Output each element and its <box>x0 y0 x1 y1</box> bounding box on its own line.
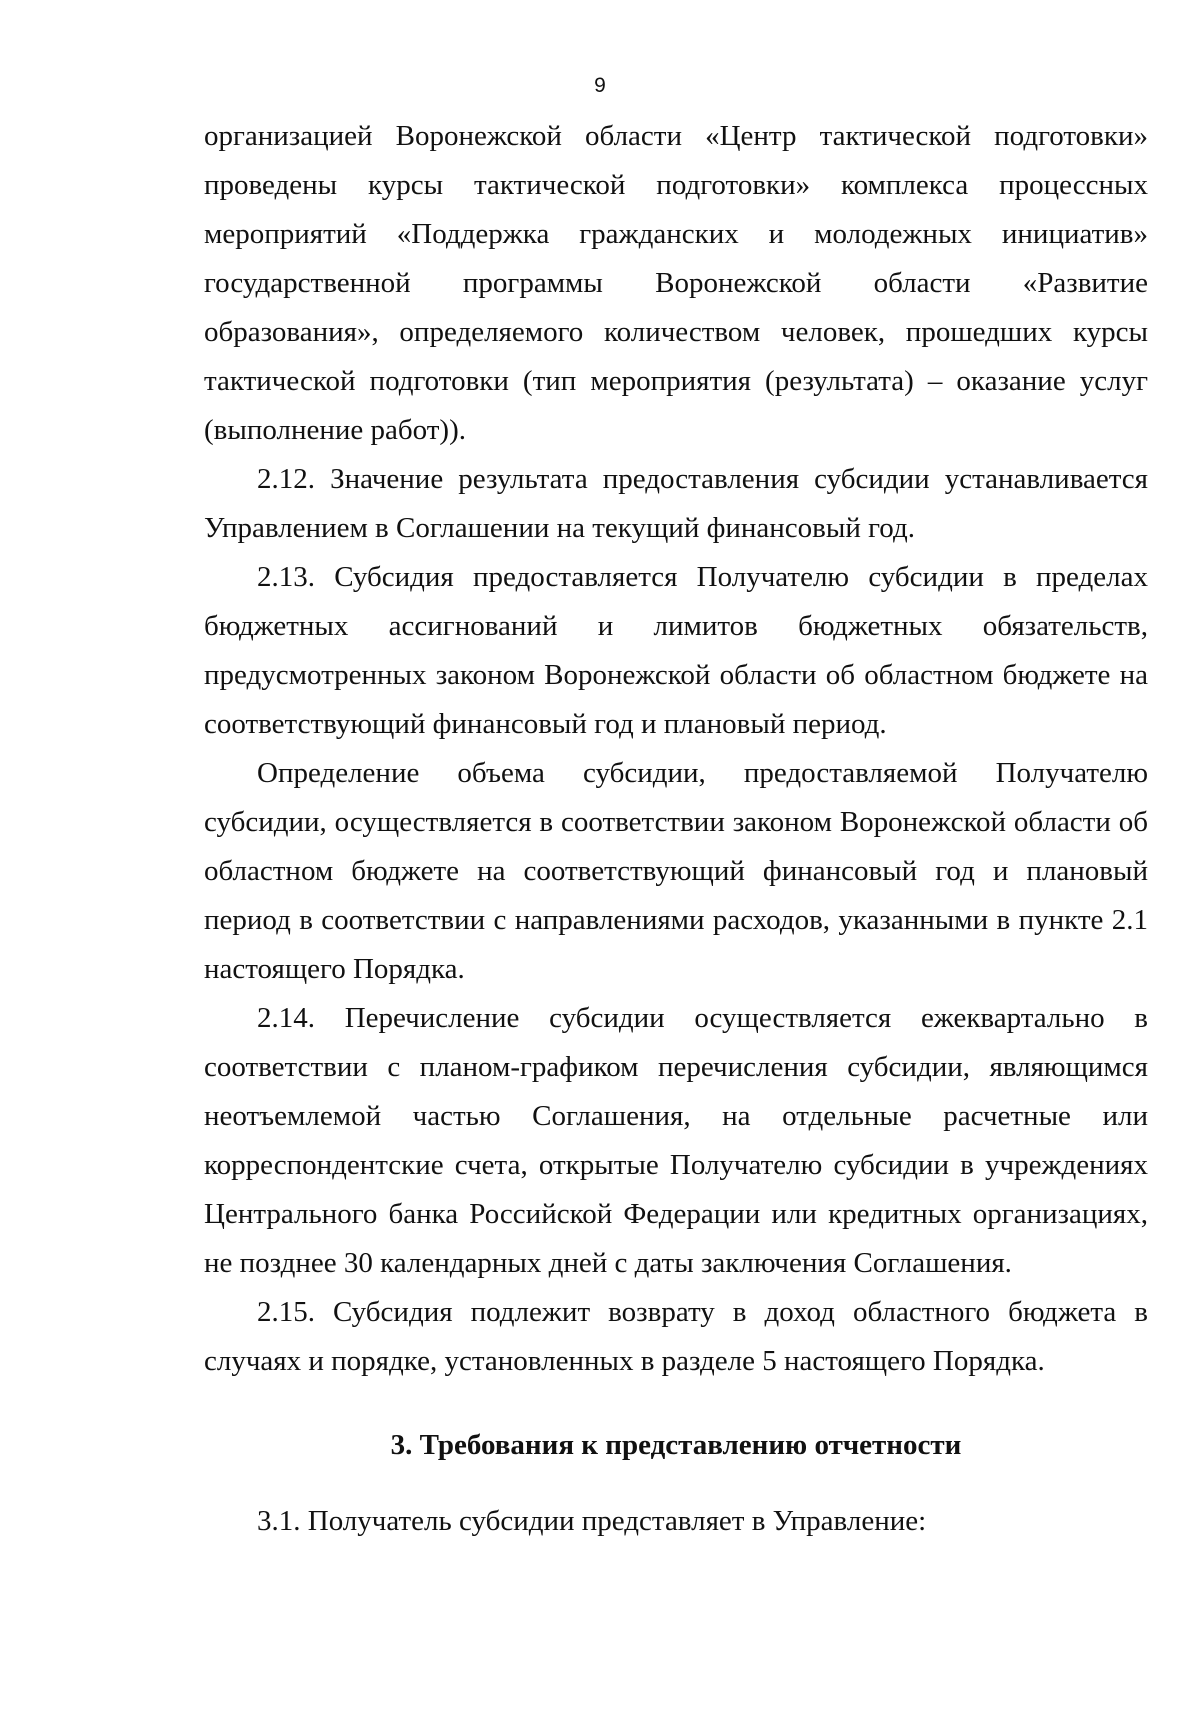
paragraph-2-14: 2.14. Перечисление субсидии осуществляется ежеквартально в соответствии с планом-графиком перечисления субсидии, являющимся неотъемлемой частью Соглашения, на отдельные расчетные или корреспондентские счета, открытые Получателю субсидии в учреждениях Центрального банка Российской Федерации или кредитных организациях, не позднее 30 календарных дней с даты заключения Соглашения. <box>204 1002 1148 1279</box>
page-number: 9 <box>594 74 606 97</box>
paragraph-continuation: организацией Воронежской области «Центр тактической подготовки» проведены курсы тактической подготовки» комплекса процессных мероприятий «Поддержка гражданских и молодежных инициатив» государственной программы Воронежской области «Развитие образования», определяемого количеством человек, прошедших курсы тактической подготовки (тип мероприятия (результата) – оказание услуг (выполнение работ)). <box>204 120 1148 446</box>
section-heading: 3. Требования к представлению отчетности <box>390 1429 962 1461</box>
paragraph-subsidy-volume: Определение объема субсидии, предоставляемой Получателю субсидии, осуществляется в соответствии законом Воронежской области об областном бюджете на соответствующий финансовый год и плановый период в соответствии с направлениями расходов, указанными в пункте 2.1 настоящего Порядка. <box>204 757 1148 985</box>
paragraph-2-12: 2.12. Значение результата предоставления субсидии устанавливается Управлением в Соглашении на текущий финансовый год. <box>204 463 1148 544</box>
document-body <box>204 112 1148 1546</box>
paragraph-3-1: 3.1. Получатель субсидии представляет в Управление: <box>257 1505 927 1537</box>
paragraph-2-13: 2.13. Субсидия предоставляется Получателю субсидии в пределах бюджетных ассигнований и лимитов бюджетных обязательств, предусмотренных законом Воронежской области об областном бюджете на соответствующий финансовый год и плановый период. <box>204 561 1148 740</box>
paragraph-2-15: 2.15. Субсидия подлежит возврату в доход областного бюджета в случаях и порядке, установленных в разделе 5 настоящего Порядка. <box>204 1296 1148 1377</box>
